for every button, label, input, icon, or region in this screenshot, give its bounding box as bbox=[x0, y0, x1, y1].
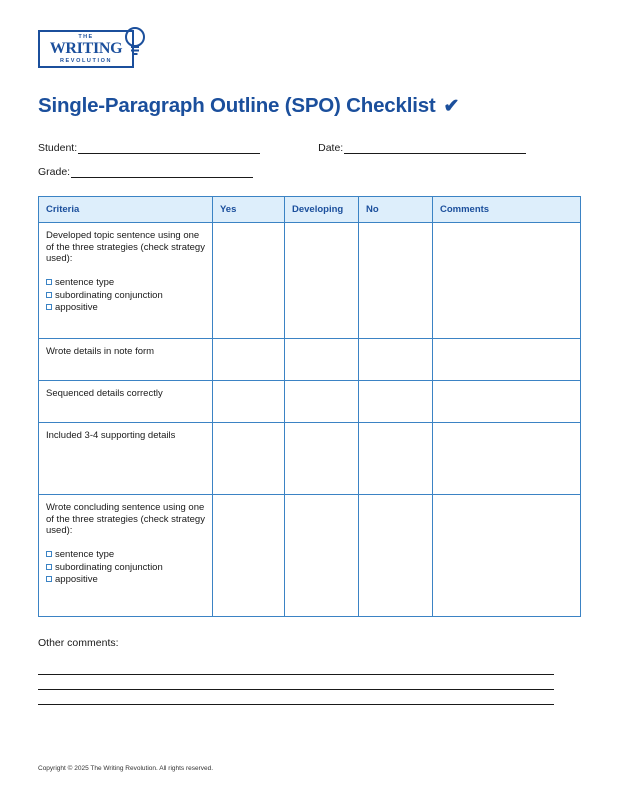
logo-writing-text: WRITING bbox=[49, 40, 123, 57]
strategy-option-label: subordinating conjunction bbox=[55, 561, 163, 573]
strategy-option[interactable] bbox=[46, 549, 206, 562]
strategy-option-label: sentence type bbox=[55, 548, 115, 560]
date-input[interactable] bbox=[344, 143, 526, 154]
criteria-cell bbox=[39, 495, 213, 617]
logo-the-text: THE bbox=[78, 33, 94, 40]
comment-line[interactable] bbox=[38, 675, 554, 690]
developing-cell[interactable] bbox=[285, 223, 359, 339]
checkmark-icon: ✔ bbox=[443, 95, 460, 117]
no-cell[interactable] bbox=[359, 223, 433, 339]
yes-cell[interactable] bbox=[213, 423, 285, 495]
strategy-option[interactable] bbox=[46, 574, 206, 587]
no-cell[interactable] bbox=[359, 495, 433, 617]
comments-cell[interactable] bbox=[433, 223, 581, 339]
yes-cell[interactable] bbox=[213, 339, 285, 381]
grade-input[interactable] bbox=[71, 167, 253, 178]
table-row bbox=[39, 495, 581, 617]
developing-cell[interactable] bbox=[285, 495, 359, 617]
yes-cell[interactable] bbox=[213, 381, 285, 423]
logo-box bbox=[38, 30, 134, 68]
logo-revolution-text: REVOLUTION bbox=[59, 58, 113, 64]
strategy-option[interactable] bbox=[46, 302, 206, 315]
strategy-option-label: subordinating conjunction bbox=[55, 289, 163, 301]
checkbox-icon[interactable] bbox=[46, 576, 52, 582]
developing-cell[interactable] bbox=[285, 381, 359, 423]
comments-cell[interactable] bbox=[433, 339, 581, 381]
criteria-cell: Wrote details in note form bbox=[39, 339, 213, 381]
checkbox-icon[interactable] bbox=[46, 564, 52, 570]
comments-cell[interactable] bbox=[433, 381, 581, 423]
criteria-cell bbox=[39, 223, 213, 339]
checklist-table bbox=[38, 196, 581, 617]
student-label: Student: bbox=[38, 142, 78, 154]
column-header-yes: Yes bbox=[213, 197, 285, 223]
strategy-option[interactable] bbox=[46, 277, 206, 290]
developing-cell[interactable] bbox=[285, 423, 359, 495]
page-title bbox=[38, 94, 580, 118]
strategy-options bbox=[46, 277, 206, 315]
checkbox-icon[interactable] bbox=[46, 292, 52, 298]
developing-cell[interactable] bbox=[285, 339, 359, 381]
student-info-fields bbox=[38, 142, 580, 178]
no-cell[interactable] bbox=[359, 339, 433, 381]
other-comments-section bbox=[38, 637, 580, 705]
table-row bbox=[39, 223, 581, 339]
criteria-cell: Sequenced details correctly bbox=[39, 381, 213, 423]
yes-cell[interactable] bbox=[213, 495, 285, 617]
strategy-option[interactable] bbox=[46, 290, 206, 303]
checkbox-icon[interactable] bbox=[46, 551, 52, 557]
checkbox-icon[interactable] bbox=[46, 279, 52, 285]
criteria-text: Wrote concluding sentence using one of the three strategies (check strategy used): bbox=[46, 502, 205, 537]
strategy-options bbox=[46, 549, 206, 587]
comments-cell[interactable] bbox=[433, 423, 581, 495]
column-header-criteria: Criteria bbox=[39, 197, 213, 223]
comment-line[interactable] bbox=[38, 660, 554, 675]
other-comments-label: Other comments: bbox=[38, 637, 119, 649]
other-comments-lines bbox=[38, 660, 580, 705]
strategy-option[interactable] bbox=[46, 562, 206, 575]
criteria-cell: Included 3-4 supporting details bbox=[39, 423, 213, 495]
criteria-text: Developed topic sentence using one of the three strategies (check strategy used): bbox=[46, 230, 205, 265]
table-row bbox=[39, 381, 581, 423]
grade-label: Grade: bbox=[38, 166, 71, 178]
strategy-option-label: sentence type bbox=[55, 276, 115, 288]
lightbulb-icon bbox=[124, 26, 146, 56]
strategy-option-label: appositive bbox=[55, 574, 98, 586]
yes-cell[interactable] bbox=[213, 223, 285, 339]
table-header-row bbox=[39, 197, 581, 223]
comment-line[interactable] bbox=[38, 690, 554, 705]
page-title-text: Single-Paragraph Outline (SPO) Checklist bbox=[38, 94, 436, 117]
comments-cell[interactable] bbox=[433, 495, 581, 617]
no-cell[interactable] bbox=[359, 423, 433, 495]
strategy-option-label: appositive bbox=[55, 302, 98, 314]
date-label: Date: bbox=[318, 142, 344, 154]
logo bbox=[38, 26, 580, 72]
no-cell[interactable] bbox=[359, 381, 433, 423]
column-header-no: No bbox=[359, 197, 433, 223]
checkbox-icon[interactable] bbox=[46, 304, 52, 310]
table-row bbox=[39, 339, 581, 381]
column-header-comments: Comments bbox=[433, 197, 581, 223]
table-row bbox=[39, 423, 581, 495]
column-header-developing: Developing bbox=[285, 197, 359, 223]
student-input[interactable] bbox=[78, 143, 260, 154]
copyright-footer: Copyright © 2025 The Writing Revolution. All rights reserved. bbox=[38, 765, 214, 772]
